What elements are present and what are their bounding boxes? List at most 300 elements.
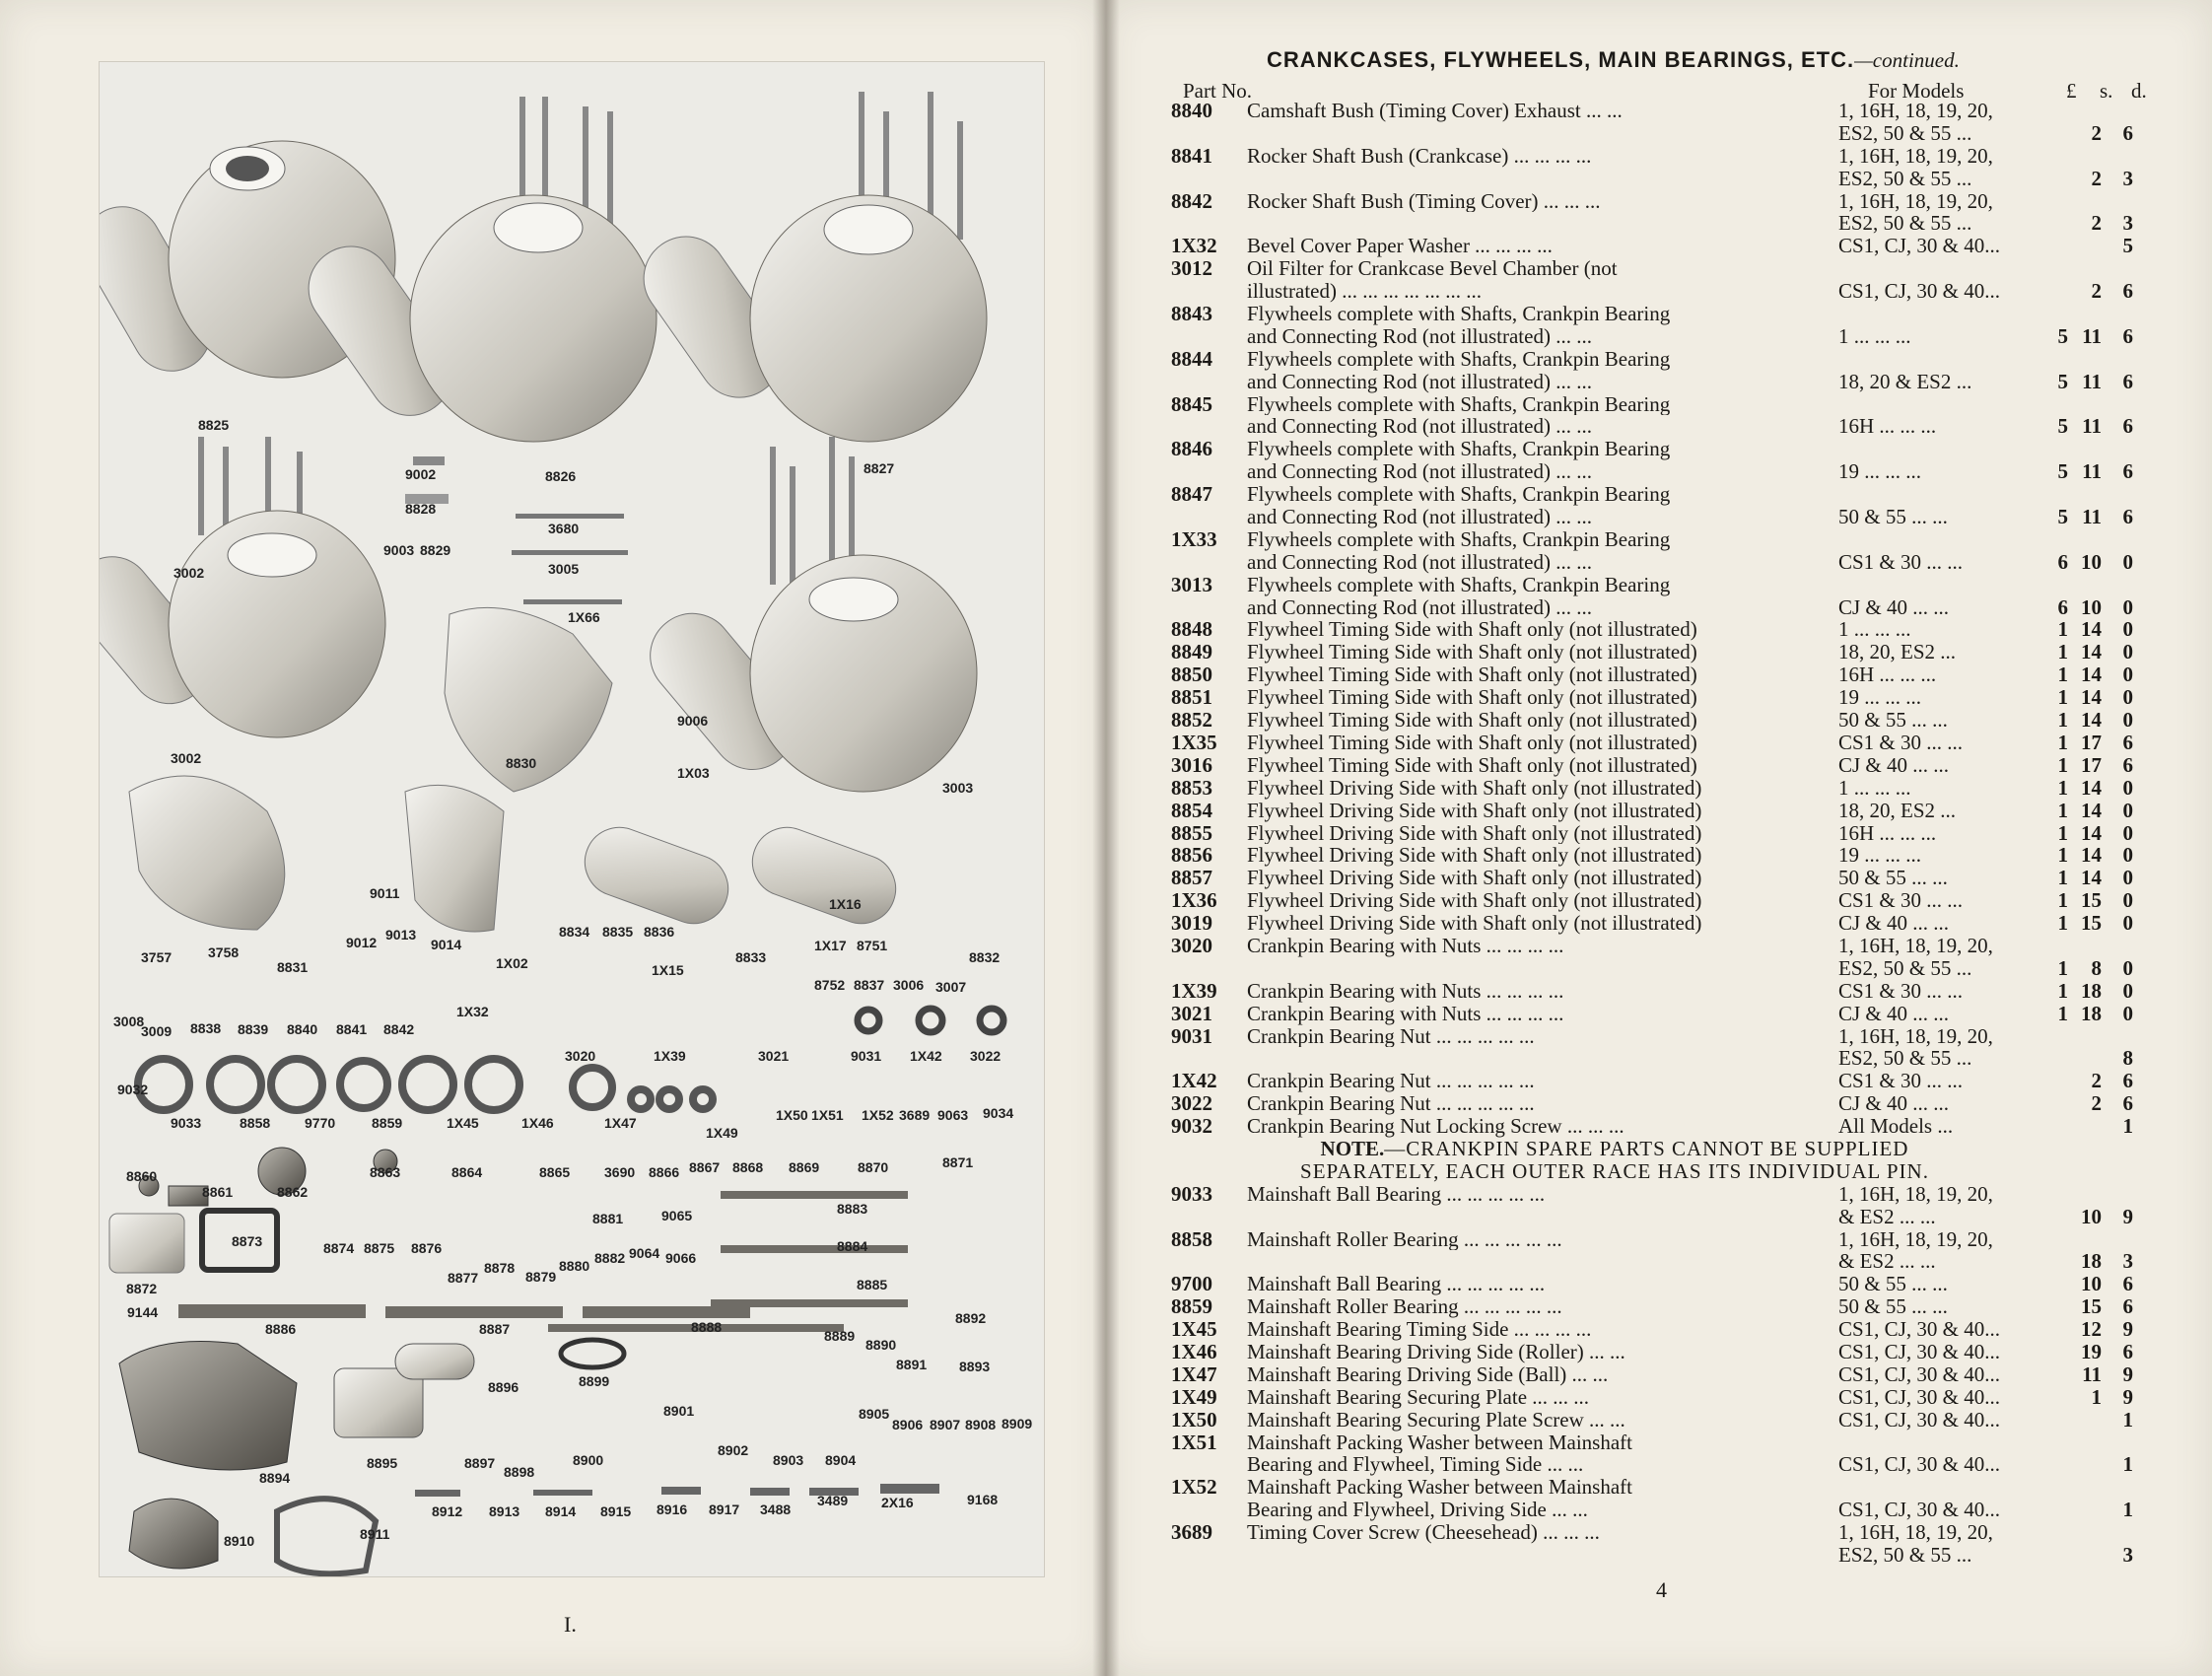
price-shillings: 2 (2091, 1069, 2102, 1093)
part-number: 8853 (1171, 775, 1212, 800)
note-line-2: SEPARATELY, EACH OUTER RACE HAS ITS INDIVIDUAL PIN. (1300, 1158, 1929, 1183)
price-pence: 6 (2122, 1294, 2133, 1319)
for-models: CS1 & 30 ... ... (1838, 1070, 1964, 1093)
part-description: Mainshaft Bearing Securing Plate ... ... ... (1247, 1385, 1590, 1409)
table-row (1171, 100, 2157, 122)
part-number: 1X49 (1171, 1384, 1217, 1409)
for-models: ES2, 50 & 55 ... (1838, 956, 1972, 980)
table-row (1171, 1544, 2157, 1567)
price-shillings: 18 (2081, 978, 2102, 1003)
part-number: 8843 (1171, 302, 1212, 326)
for-models: CS1, CJ, 30 & 40... (1838, 1362, 2000, 1386)
part-number: 1X33 (1171, 526, 1217, 551)
part-description: Flywheel Driving Side with Shaft only (not illustrated) (1247, 912, 1702, 935)
for-models: 1, 16H, 18, 19, 20, (1838, 189, 1993, 213)
part-number: 8849 (1171, 640, 1212, 664)
table-row (1171, 1228, 2157, 1251)
table-row (1171, 1047, 2157, 1070)
part-number: 1X47 (1171, 1362, 1217, 1386)
price-pence: 0 (2122, 775, 2133, 800)
price-shillings: 11 (2082, 323, 2102, 348)
price-pence: 3 (2122, 211, 2133, 236)
part-8896 (395, 1344, 474, 1379)
price-pence: 0 (2122, 1001, 2133, 1025)
for-models: 19 ... ... ... (1838, 460, 1921, 484)
for-models: 1 ... ... ... (1838, 776, 1911, 800)
for-models: CJ & 40 ... ... (1838, 1002, 1950, 1025)
table-row (1171, 1386, 2157, 1409)
part-description: Crankpin Bearing with Nuts ... ... ... ... (1247, 1002, 1564, 1025)
price-shillings: 14 (2081, 866, 2102, 890)
part-number: 1X50 (1171, 1407, 1217, 1432)
table-row (1171, 957, 2157, 980)
price-pence: 6 (2122, 1339, 2133, 1363)
price-pence: 6 (2122, 459, 2133, 484)
price-pence: 3 (2122, 1543, 2133, 1567)
crankcase-8826 (293, 97, 657, 442)
table-row (1171, 1250, 2157, 1273)
part-description: Flywheel Timing Side with Shaft only (not illustrated) (1247, 618, 1697, 642)
part-description: Bearing and Flywheel, Timing Side ... ... (1247, 1453, 1584, 1477)
for-models: 16H ... ... ... (1838, 821, 1937, 845)
part-description: Crankpin Bearing with Nuts ... ... ... ... (1247, 934, 1564, 957)
part-description: Mainshaft Packing Washer between Mainshaft (1247, 1431, 1632, 1454)
table-row (1171, 1206, 2157, 1228)
table-row (1171, 709, 2157, 732)
table-row (1171, 618, 2157, 641)
price-pounds: 1 (2057, 730, 2068, 754)
price-shillings: 12 (2081, 1317, 2102, 1342)
table-row (1171, 1432, 2157, 1454)
price-shillings: 14 (2081, 775, 2102, 800)
price-shillings: 14 (2081, 685, 2102, 710)
price-pence: 8 (2122, 1046, 2133, 1071)
price-pence: 0 (2122, 640, 2133, 664)
part-description: Crankpin Bearing with Nuts ... ... ... ... (1247, 979, 1564, 1003)
price-pounds: 1 (2057, 685, 2068, 710)
price-pounds: 1 (2057, 888, 2068, 913)
price-pounds: 1 (2057, 798, 2068, 822)
part-description: and Connecting Rod (not illustrated) ... ... (1247, 370, 1592, 393)
price-shillings: 2 (2091, 211, 2102, 236)
price-pence: 6 (2122, 369, 2133, 393)
for-models: CS1 & 30 ... ... (1838, 979, 1964, 1003)
price-shillings: 2 (2091, 1091, 2102, 1116)
price-pence: 9 (2122, 1384, 2133, 1409)
long-shafts (178, 1191, 908, 1332)
part-description: Mainshaft Bearing Driving Side (Ball) ... ... (1247, 1362, 1609, 1386)
col-shillings: s. (2100, 79, 2113, 103)
part-description: illustrated) ... ... ... ... ... ... ... (1247, 280, 1482, 304)
for-models: CS1, CJ, 30 & 40... (1838, 1340, 2000, 1363)
part-description: Crankpin Bearing Nut Locking Screw ... ... ... (1247, 1115, 1624, 1138)
plate-8872 (109, 1214, 184, 1273)
table-row (1171, 800, 2157, 822)
part-number: 1X35 (1171, 730, 1217, 754)
price-shillings: 10 (2081, 549, 2102, 574)
price-pence: 0 (2122, 978, 2133, 1003)
for-models: CJ & 40 ... ... (1838, 912, 1950, 935)
table-row (1171, 415, 2157, 438)
part-description: and Connecting Rod (not illustrated) ... ... (1247, 595, 1592, 619)
price-pence: 6 (2122, 1069, 2133, 1093)
part-description: and Connecting Rod (not illustrated) ... ... (1247, 415, 1592, 439)
part-description: Flywheel Timing Side with Shaft only (not illustrated) (1247, 753, 1697, 777)
part-number: 3016 (1171, 752, 1212, 777)
for-models: 1, 16H, 18, 19, 20, (1838, 1182, 1993, 1206)
price-pounds: 1 (2057, 640, 2068, 664)
for-models: CS1, CJ, 30 & 40... (1838, 1499, 2000, 1522)
price-shillings: 10 (2081, 1204, 2102, 1228)
part-description: Rocker Shaft Bush (Timing Cover) ... ... ... (1247, 189, 1601, 213)
price-pounds: 1 (2057, 866, 2068, 890)
left-page-folio: I. (564, 1612, 577, 1637)
for-models: CS1, CJ, 30 & 40... (1838, 1408, 2000, 1432)
price-pounds: 1 (2057, 752, 2068, 777)
price-pence: 9 (2122, 1317, 2133, 1342)
part-description: Camshaft Bush (Timing Cover) Exhaust ... ... (1247, 100, 1623, 122)
table-row (1171, 145, 2157, 168)
part-description: Flywheel Driving Side with Shaft only (not illustrated) (1247, 821, 1702, 845)
part-description: Crankpin Bearing Nut ... ... ... ... ... (1247, 1092, 1535, 1116)
table-row (1171, 1295, 2157, 1318)
part-description: Mainshaft Ball Bearing ... ... ... ... ... (1247, 1273, 1546, 1296)
table-row (1171, 190, 2157, 213)
part-number: 8847 (1171, 482, 1212, 507)
part-number: 1X39 (1171, 978, 1217, 1003)
price-shillings: 17 (2081, 752, 2102, 777)
part-description: Mainshaft Packing Washer between Mainshaft (1247, 1476, 1632, 1500)
col-pence: d. (2131, 79, 2147, 103)
part-number: 8846 (1171, 437, 1212, 461)
part-number: 9033 (1171, 1181, 1212, 1206)
part-number: 1X45 (1171, 1317, 1217, 1342)
price-pence: 5 (2122, 234, 2133, 258)
part-description: Rocker Shaft Bush (Crankcase) ... ... ... ... (1247, 144, 1592, 168)
part-description: Flywheels complete with Shafts, Crankpin Bearing (1247, 573, 1671, 596)
timing-cover-1x02 (405, 785, 504, 932)
table-row (1171, 371, 2157, 393)
part-description: Flywheels complete with Shafts, Crankpin Bearing (1247, 527, 1671, 551)
for-models: CS1, CJ, 30 & 40... (1838, 1453, 2000, 1477)
part-description: Mainshaft Bearing Driving Side (Roller) ... ... (1247, 1340, 1625, 1363)
table-row (1171, 235, 2157, 257)
stud-3680 (516, 514, 624, 519)
price-shillings: 15 (2081, 1294, 2102, 1319)
for-models: 50 & 55 ... ... (1838, 1295, 1948, 1319)
bevel-cover-8832 (743, 817, 906, 933)
price-pounds: 1 (2057, 978, 2068, 1003)
price-pence: 0 (2122, 955, 2133, 980)
table-row (1171, 1183, 2157, 1206)
table-row (1171, 460, 2157, 483)
part-number: 8845 (1171, 391, 1212, 416)
table-row (1171, 1363, 2157, 1386)
part-description: Flywheels complete with Shafts, Crankpin Bearing (1247, 483, 1671, 507)
table-row (1171, 596, 2157, 619)
price-pence: 6 (2122, 414, 2133, 439)
bearings-row (138, 1059, 713, 1110)
part-number: 1X32 (1171, 234, 1217, 258)
stud-3005 (512, 550, 628, 555)
heading-text: CRANKCASES, FLYWHEELS, MAIN BEARINGS, ETC. (1267, 47, 1855, 72)
for-models: 1 ... ... ... (1838, 324, 1911, 348)
for-models: 1 ... ... ... (1838, 618, 1911, 642)
price-shillings: 19 (2081, 1339, 2102, 1363)
price-pounds: 5 (2057, 323, 2068, 348)
part-number: 8857 (1171, 866, 1212, 890)
price-shillings: 14 (2081, 798, 2102, 822)
table-row (1171, 168, 2157, 190)
table-row (1171, 935, 2157, 957)
note-text: —CRANKPIN SPARE PARTS CANNOT BE SUPPLIED (1384, 1136, 1909, 1160)
price-pounds: 5 (2057, 459, 2068, 484)
part-number: 8858 (1171, 1226, 1212, 1251)
oil-pump-8894 (119, 1342, 297, 1471)
part-number: 3012 (1171, 256, 1212, 281)
ring-8899 (561, 1340, 624, 1367)
price-pounds: 1 (2057, 843, 2068, 868)
col-pounds: £ (2066, 79, 2077, 103)
table-row (1171, 867, 2157, 889)
part-number: 3020 (1171, 933, 1212, 957)
part-description: Flywheel Driving Side with Shaft only (not illustrated) (1247, 889, 1702, 913)
part-description: Bearing and Flywheel, Driving Side ... ... (1247, 1499, 1588, 1522)
for-models: 1, 16H, 18, 19, 20, (1838, 1024, 1993, 1048)
part-description: Flywheel Timing Side with Shaft only (not illustrated) (1247, 709, 1697, 732)
part-number: 8848 (1171, 617, 1212, 642)
part-number: 8840 (1171, 99, 1212, 122)
part-number: 8859 (1171, 1294, 1212, 1319)
price-pence: 0 (2122, 549, 2133, 574)
price-pounds: 1 (2057, 617, 2068, 642)
for-models: 16H ... ... ... (1838, 663, 1937, 687)
for-models: 19 ... ... ... (1838, 844, 1921, 868)
price-shillings: 2 (2091, 120, 2102, 145)
price-pounds: 1 (2057, 1001, 2068, 1025)
price-pence: 0 (2122, 798, 2133, 822)
price-shillings: 11 (2082, 369, 2102, 393)
crankcase-8827 (628, 92, 987, 442)
part-description: Timing Cover Screw (Cheesehead) ... ... ... (1247, 1521, 1600, 1545)
part-number: 1X36 (1171, 888, 1217, 913)
part-description: and Connecting Rod (not illustrated) ... ... (1247, 550, 1592, 574)
price-pounds: 6 (2057, 549, 2068, 574)
note-label: NOTE. (1320, 1136, 1385, 1160)
part-description: Mainshaft Roller Bearing ... ... ... ... ... (1247, 1227, 1562, 1251)
price-pounds: 1 (2057, 663, 2068, 687)
price-pence: 9 (2122, 1362, 2133, 1386)
table-row (1171, 844, 2157, 867)
parts-list (1171, 100, 2157, 1567)
price-pence: 6 (2122, 323, 2133, 348)
for-models: & ES2 ... ... (1838, 1250, 1936, 1274)
price-pence: 6 (2122, 279, 2133, 304)
part-number: 1X46 (1171, 1339, 1217, 1363)
price-pence: 0 (2122, 866, 2133, 890)
price-pence: 0 (2122, 843, 2133, 868)
for-models: 1, 16H, 18, 19, 20, (1838, 1227, 1993, 1251)
part-description: Flywheel Timing Side with Shaft only (not illustrated) (1247, 641, 1697, 664)
part-number: 8841 (1171, 143, 1212, 168)
heading-continued: —continued. (1854, 48, 1960, 72)
timing-cover-8831 (129, 776, 285, 930)
part-number: 3013 (1171, 572, 1212, 596)
price-pence: 0 (2122, 911, 2133, 936)
stud-1x66 (523, 599, 622, 604)
for-models: 50 & 55 ... ... (1838, 867, 1948, 890)
part-number: 8855 (1171, 820, 1212, 845)
price-shillings: 11 (2082, 1362, 2102, 1386)
part-number: 1X51 (1171, 1430, 1217, 1454)
for-models: & ES2 ... ... (1838, 1205, 1936, 1228)
price-pence: 1 (2122, 1407, 2133, 1432)
part-number: 1X52 (1171, 1475, 1217, 1500)
part-number: 8856 (1171, 843, 1212, 868)
for-models: 50 & 55 ... ... (1838, 506, 1948, 528)
price-pence: 0 (2122, 820, 2133, 845)
table-row (1171, 438, 2157, 460)
price-shillings: 17 (2081, 730, 2102, 754)
price-pence: 0 (2122, 685, 2133, 710)
table-row (1171, 325, 2157, 348)
for-models: 50 & 55 ... ... (1838, 1273, 1948, 1296)
part-description: Flywheel Timing Side with Shaft only (not illustrated) (1247, 731, 1697, 754)
price-shillings: 11 (2082, 414, 2102, 439)
price-pounds: 5 (2057, 414, 2068, 439)
table-row (1171, 1003, 2157, 1025)
part-number: 3022 (1171, 1091, 1212, 1116)
for-models: CS1 & 30 ... ... (1838, 731, 1964, 754)
table-row (1171, 257, 2157, 280)
col-part-no: Part No. (1183, 79, 1252, 103)
for-models: 18, 20, ES2 ... (1838, 799, 1957, 822)
part-description: Flywheel Driving Side with Shaft only (not illustrated) (1247, 867, 1702, 890)
part-description: and Connecting Rod (not illustrated) ... ... (1247, 460, 1592, 484)
table-row (1171, 280, 2157, 303)
table-row (1171, 393, 2157, 416)
part-number: 9700 (1171, 1272, 1212, 1296)
price-pounds: 5 (2057, 505, 2068, 529)
price-shillings: 11 (2082, 505, 2102, 529)
table-row (1171, 303, 2157, 325)
table-row (1171, 1476, 2157, 1499)
table-row (1171, 1025, 2157, 1048)
price-pounds: 6 (2057, 594, 2068, 619)
price-shillings: 2 (2091, 166, 2102, 190)
for-models: All Models ... (1838, 1115, 1954, 1138)
price-pounds: 1 (2057, 820, 2068, 845)
part-description: Flywheels complete with Shafts, Crankpin Bearing (1247, 303, 1671, 325)
part-number: 8842 (1171, 188, 1212, 213)
part-description: Mainshaft Roller Bearing ... ... ... ... ... (1247, 1295, 1562, 1319)
price-pence: 9 (2122, 1204, 2133, 1228)
for-models: CS1, CJ, 30 & 40... (1838, 1385, 2000, 1409)
price-pence: 6 (2122, 1091, 2133, 1116)
table-row (1171, 1092, 2157, 1115)
part-description: Flywheels complete with Shafts, Crankpin Bearing (1247, 438, 1671, 461)
price-pence: 6 (2122, 730, 2133, 754)
table-row (1171, 574, 2157, 596)
part-description: and Connecting Rod (not illustrated) ... ... (1247, 324, 1592, 348)
price-shillings: 15 (2081, 911, 2102, 936)
part-number: 8844 (1171, 346, 1212, 371)
for-models: 1, 16H, 18, 19, 20, (1838, 144, 1993, 168)
for-models: ES2, 50 & 55 ... (1838, 167, 1972, 190)
table-row (1171, 1070, 2157, 1092)
price-shillings: 10 (2081, 1272, 2102, 1296)
part-number: 3021 (1171, 1001, 1212, 1025)
part-number: 9032 (1171, 1114, 1212, 1139)
price-pence: 3 (2122, 1249, 2133, 1274)
table-row (1171, 889, 2157, 912)
for-models: 1, 16H, 18, 19, 20, (1838, 1521, 1993, 1545)
for-models: ES2, 50 & 55 ... (1838, 121, 1972, 145)
for-models: 18, 20, ES2 ... (1838, 641, 1957, 664)
table-row (1171, 348, 2157, 371)
price-pence: 0 (2122, 617, 2133, 642)
for-models: 1, 16H, 18, 19, 20, (1838, 934, 1993, 957)
housing-8910 (129, 1499, 218, 1569)
for-models: CS1, CJ, 30 & 40... (1838, 235, 2000, 258)
for-models: CS1, CJ, 30 & 40... (1838, 1318, 2000, 1341)
table-row (1171, 1409, 2157, 1432)
book-gutter (1092, 0, 1120, 1676)
table-row (1171, 980, 2157, 1003)
price-shillings: 15 (2081, 888, 2102, 913)
for-models: CS1 & 30 ... ... (1838, 550, 1964, 574)
part-description: Mainshaft Ball Bearing ... ... ... ... ... (1247, 1182, 1546, 1206)
price-pounds: 1 (2057, 775, 2068, 800)
table-row (1171, 1341, 2157, 1363)
crankcase-3003 (634, 437, 977, 792)
table-row (1171, 754, 2157, 777)
part-description: Mainshaft Bearing Securing Plate Screw ... ... (1247, 1408, 1625, 1432)
for-models: 1, 16H, 18, 19, 20, (1838, 100, 1993, 122)
note-line-1 (1171, 1138, 2058, 1160)
for-models: CJ & 40 ... ... (1838, 1092, 1950, 1116)
nuts-row (858, 1009, 1003, 1032)
for-models: 18, 20 & ES2 ... (1838, 370, 1972, 393)
price-pence: 6 (2122, 1272, 2133, 1296)
for-models: CJ & 40 ... ... (1838, 595, 1950, 619)
for-models: ES2, 50 & 55 ... (1838, 1544, 1972, 1567)
parts-photo-plate: 8825 8826 8827 9002 8828 9003 8829 3680 3005 1X66 3002 3002 9006 1X03 8830 3003 9011 9012 9013 9014 3757 3758 8831 1X02 8834 8835 8836 1X16 1X17 8751 8833 8832 1X15 8752 8837 3006 3007 3008 3009 8838 8839 8840 8841 8842 1X32 3020 1X39 3021 9031 1X42 3022 9032 9033 8858 9770 8859 1X45 1X46 1X47 1X49 1X50 1X51 1X52 3689 9063 9034 8860 8861 8862 8863 8864 8865 3690 8866 8867 8868 8869 8870 8871 8883 8881 9065 8873 8874 8875 8876 8877 8878 8879 8880 8882 9064 9066 8884 8885 8872 9144 8886 8887 8888 8889 8890 8892 8891 8893 8894 8895 8896 8899 8901 8897 8898 8900 8902 8903 8904 8905 8906 8907 8908 8909 8910 8911 8912 8913 8914 8915 8916 8917 3488 3489 2X16 9168 (99, 61, 1045, 1577)
for-models: ES2, 50 & 55 ... (1838, 1047, 1972, 1071)
for-models: 16H ... ... ... (1838, 415, 1937, 439)
table-row (1171, 528, 2157, 551)
part-number: 8852 (1171, 708, 1212, 733)
part-description: Bevel Cover Paper Washer ... ... ... ... (1247, 235, 1553, 258)
table-row (1171, 1499, 2157, 1521)
table-row (1171, 483, 2157, 506)
price-shillings: 11 (2082, 459, 2102, 484)
price-pence: 1 (2122, 1114, 2133, 1139)
price-pence: 1 (2122, 1498, 2133, 1522)
table-row (1171, 641, 2157, 663)
small-parts-row (415, 1484, 939, 1497)
crankcase-3002 (100, 437, 385, 737)
table-row (1171, 1115, 2157, 1138)
part-description: Crankpin Bearing Nut ... ... ... ... ... (1247, 1070, 1535, 1093)
table-row (1171, 822, 2157, 845)
part-number: 8851 (1171, 685, 1212, 710)
price-pounds: 1 (2057, 708, 2068, 733)
for-models: CS1, CJ, 30 & 40... (1838, 280, 2000, 304)
price-shillings: 14 (2081, 708, 2102, 733)
col-for-models: For Models (1868, 79, 1965, 103)
price-pence: 0 (2122, 708, 2133, 733)
